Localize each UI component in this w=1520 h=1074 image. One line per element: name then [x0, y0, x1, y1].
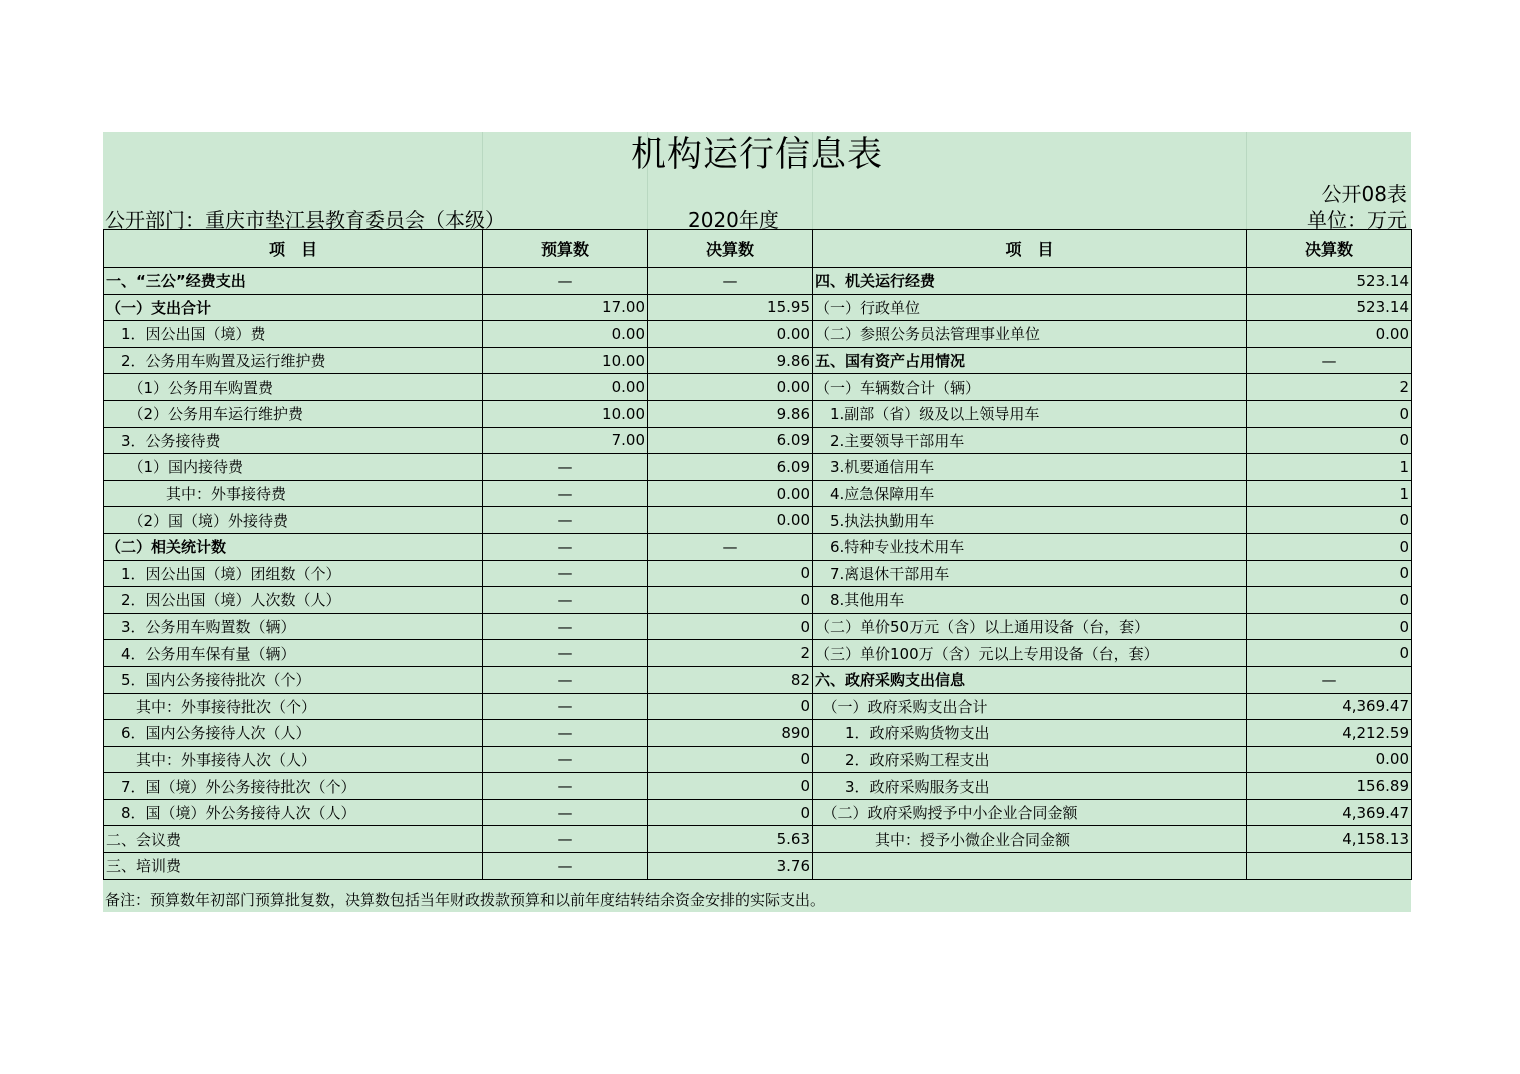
left-budget-value: —	[483, 507, 648, 534]
table-row	[104, 400, 1412, 427]
right-item-label: 1．政府采购货物支出	[813, 720, 1247, 747]
left-item-label: （二）相关统计数	[104, 533, 483, 560]
left-final-value: 0	[648, 613, 813, 640]
left-final-value: 0	[648, 560, 813, 587]
table-row	[104, 746, 1412, 773]
right-final-value: 0	[1247, 533, 1412, 560]
left-item-label: 二、会议费	[104, 826, 483, 853]
table-row	[104, 268, 1412, 295]
right-final-value: 4,369.47	[1247, 799, 1412, 826]
right-final-value: 0	[1247, 507, 1412, 534]
left-item-label: 3．公务用车购置数（辆）	[104, 613, 483, 640]
right-item-label: 2．政府采购工程支出	[813, 746, 1247, 773]
table-row	[104, 853, 1412, 880]
left-final-value: 9.86	[648, 400, 813, 427]
left-final-value: 6.09	[648, 427, 813, 454]
right-item-label: （一）车辆数合计（辆）	[813, 374, 1247, 401]
left-final-value: 6.09	[648, 454, 813, 481]
right-final-value: 523.14	[1247, 294, 1412, 321]
left-budget-value: —	[483, 666, 648, 693]
left-final-value: —	[648, 268, 813, 295]
table-row	[104, 720, 1412, 747]
left-budget-value: —	[483, 853, 648, 880]
right-final-value: 0	[1247, 427, 1412, 454]
left-budget-value: —	[483, 480, 648, 507]
table-row	[104, 507, 1412, 534]
left-final-value: 0	[648, 746, 813, 773]
right-item-label: 六、政府采购支出信息	[813, 666, 1247, 693]
left-item-label: （1）公务用车购置费	[104, 374, 483, 401]
left-item-label: 6．国内公务接待人次（人）	[104, 720, 483, 747]
left-final-value: 2	[648, 640, 813, 667]
header-left-budget: 预算数	[483, 230, 648, 268]
left-budget-value: —	[483, 746, 648, 773]
left-final-value: 0	[648, 587, 813, 614]
table-row	[104, 799, 1412, 826]
left-item-label: 3．公务接待费	[104, 427, 483, 454]
right-final-value: 1	[1247, 480, 1412, 507]
header-right-item: 项 目	[813, 230, 1247, 268]
left-budget-value: —	[483, 454, 648, 481]
right-final-value: —	[1247, 666, 1412, 693]
header-left-final: 决算数	[648, 230, 813, 268]
footnote: 备注：预算数年初部门预算批复数，决算数包括当年财政拨款预算和以前年度结转结余资金安排的实际支出。	[105, 891, 826, 909]
left-item-label: 7．国（境）外公务接待批次（个）	[104, 773, 483, 800]
department-label: 公开部门：重庆市垫江县教育委员会（本级）	[105, 208, 505, 232]
unit-label: 单位：万元	[1307, 208, 1407, 232]
left-budget-value: —	[483, 640, 648, 667]
table-row	[104, 533, 1412, 560]
right-item-label: 6.特种专业技术用车	[813, 533, 1247, 560]
right-final-value: —	[1247, 347, 1412, 374]
form-code: 公开08表	[1321, 182, 1407, 206]
left-budget-value: 0.00	[483, 321, 648, 348]
left-item-label: 8．国（境）外公务接待人次（人）	[104, 799, 483, 826]
right-item-label: 2.主要领导干部用车	[813, 427, 1247, 454]
right-final-value: 156.89	[1247, 773, 1412, 800]
table-row	[104, 480, 1412, 507]
table-row	[104, 374, 1412, 401]
right-item-label: 4.应急保障用车	[813, 480, 1247, 507]
left-item-label: 2．公务用车购置及运行维护费	[104, 347, 483, 374]
left-item-label: 1．因公出国（境）团组数（个）	[104, 560, 483, 587]
left-item-label: 其中：外事接待人次（人）	[104, 746, 483, 773]
right-item-label: 1.副部（省）级及以上领导用车	[813, 400, 1247, 427]
left-budget-value: —	[483, 773, 648, 800]
table-row	[104, 321, 1412, 348]
left-final-value: 890	[648, 720, 813, 747]
right-item-label: 五、国有资产占用情况	[813, 347, 1247, 374]
left-item-label: 2．因公出国（境）人次数（人）	[104, 587, 483, 614]
left-item-label: 其中：外事接待费	[104, 480, 483, 507]
left-final-value: 0.00	[648, 374, 813, 401]
left-final-value: —	[648, 533, 813, 560]
header-right-final: 决算数	[1247, 230, 1412, 268]
right-final-value: 0	[1247, 560, 1412, 587]
table-row	[104, 427, 1412, 454]
table-row	[104, 640, 1412, 667]
table-row	[104, 773, 1412, 800]
right-final-value: 0	[1247, 640, 1412, 667]
right-item-label: （三）单价100万（含）元以上专用设备（台，套）	[813, 640, 1247, 667]
left-final-value: 0.00	[648, 321, 813, 348]
report-title: 机构运行信息表	[630, 135, 883, 175]
left-item-label: 5．国内公务接待批次（个）	[104, 666, 483, 693]
left-budget-value: —	[483, 693, 648, 720]
right-final-value: 4,212.59	[1247, 720, 1412, 747]
right-item-label: 四、机关运行经费	[813, 268, 1247, 295]
right-item-label: 3．政府采购服务支出	[813, 773, 1247, 800]
left-item-label: 其中：外事接待批次（个）	[104, 693, 483, 720]
left-final-value: 3.76	[648, 853, 813, 880]
right-item-label: （二）单价50万元（含）以上通用设备（台，套）	[813, 613, 1247, 640]
right-final-value: 1	[1247, 454, 1412, 481]
left-budget-value: 10.00	[483, 347, 648, 374]
right-final-value	[1247, 853, 1412, 880]
table-row	[104, 666, 1412, 693]
right-item-label: 其中：授予小微企业合同金额	[813, 826, 1247, 853]
left-item-label: （一）支出合计	[104, 294, 483, 321]
right-item-label: 8.其他用车	[813, 587, 1247, 614]
left-item-label: 4．公务用车保有量（辆）	[104, 640, 483, 667]
right-final-value: 0	[1247, 400, 1412, 427]
left-final-value: 82	[648, 666, 813, 693]
left-budget-value: —	[483, 826, 648, 853]
left-final-value: 9.86	[648, 347, 813, 374]
right-final-value: 0.00	[1247, 746, 1412, 773]
right-item-label: （二）政府采购授予中小企业合同金额	[813, 799, 1247, 826]
left-budget-value: —	[483, 560, 648, 587]
left-budget-value: 17.00	[483, 294, 648, 321]
left-item-label: 一、“三公”经费支出	[104, 268, 483, 295]
left-final-value: 5.63	[648, 826, 813, 853]
left-budget-value: —	[483, 533, 648, 560]
left-item-label: （2）国（境）外接待费	[104, 507, 483, 534]
right-final-value: 523.14	[1247, 268, 1412, 295]
left-budget-value: —	[483, 268, 648, 295]
right-final-value: 0	[1247, 587, 1412, 614]
table-row	[104, 826, 1412, 853]
right-item-label: 5.执法执勤用车	[813, 507, 1247, 534]
fiscal-year: 2020年度	[688, 208, 779, 232]
left-budget-value: —	[483, 613, 648, 640]
right-final-value: 2	[1247, 374, 1412, 401]
left-budget-value: —	[483, 587, 648, 614]
right-final-value: 0	[1247, 613, 1412, 640]
right-final-value: 4,369.47	[1247, 693, 1412, 720]
table-row	[104, 587, 1412, 614]
left-final-value: 0.00	[648, 507, 813, 534]
left-item-label: （1）国内接待费	[104, 454, 483, 481]
left-budget-value: 0.00	[483, 374, 648, 401]
left-item-label: 三、培训费	[104, 853, 483, 880]
right-item-label: （一）政府采购支出合计	[813, 693, 1247, 720]
right-final-value: 0.00	[1247, 321, 1412, 348]
table-row	[104, 454, 1412, 481]
left-final-value: 0.00	[648, 480, 813, 507]
table-row	[104, 693, 1412, 720]
table-header-row	[104, 230, 1412, 268]
right-item-label: 3.机要通信用车	[813, 454, 1247, 481]
right-item-label: （二）参照公务员法管理事业单位	[813, 321, 1247, 348]
header-left-item: 项 目	[104, 230, 483, 268]
right-item-label: （一）行政单位	[813, 294, 1247, 321]
report-sheet	[103, 132, 1411, 912]
left-final-value: 15.95	[648, 294, 813, 321]
table-row	[104, 613, 1412, 640]
right-item-label: 7.离退休干部用车	[813, 560, 1247, 587]
table-row	[104, 347, 1412, 374]
info-table	[103, 229, 1412, 880]
left-budget-value: 7.00	[483, 427, 648, 454]
left-budget-value: —	[483, 799, 648, 826]
right-final-value: 4,158.13	[1247, 826, 1412, 853]
left-budget-value: 10.00	[483, 400, 648, 427]
left-budget-value: —	[483, 720, 648, 747]
left-final-value: 0	[648, 693, 813, 720]
left-final-value: 0	[648, 799, 813, 826]
table-row	[104, 560, 1412, 587]
table-row	[104, 294, 1412, 321]
left-final-value: 0	[648, 773, 813, 800]
left-item-label: （2）公务用车运行维护费	[104, 400, 483, 427]
left-item-label: 1．因公出国（境）费	[104, 321, 483, 348]
right-item-label	[813, 853, 1247, 880]
